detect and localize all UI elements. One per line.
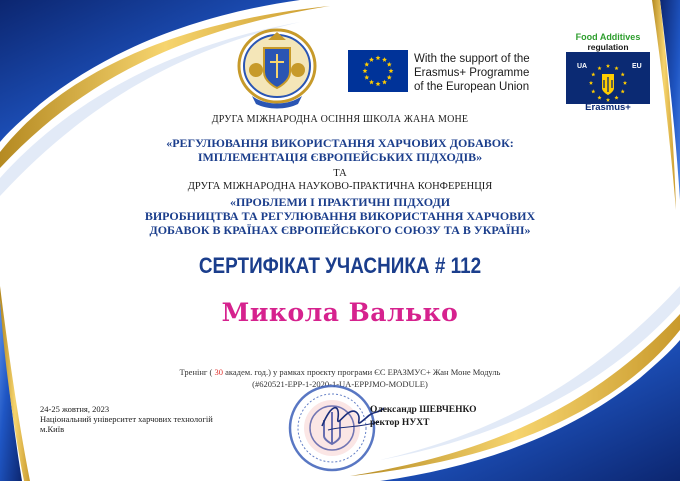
- conference-topic-line: ВИРОБНИЦТВА ТА РЕГУЛЮВАННЯ ВИКОРИСТАННЯ ХАРЧОВИХ: [144, 209, 536, 223]
- signer-block: [370, 404, 477, 430]
- eu-support-line: of the European Union: [414, 81, 530, 93]
- food-additives-title: [566, 32, 650, 52]
- school-title: ДРУГА МІЖНАРОДНА ОСІННЯ ШКОЛА ЖАНА МОНЕ: [211, 114, 469, 125]
- eu-support-line: With the support of the: [414, 53, 530, 65]
- conjunction-text: ТА: [333, 168, 347, 179]
- eu-support-line: Erasmus+ Programme: [414, 67, 530, 79]
- eu-support-text: [414, 52, 530, 94]
- project-code: (#620521-EPP-1-2020-1-UA-EPPJMO-MODULE): [252, 379, 428, 389]
- flag-label-right: EU: [632, 63, 642, 70]
- recipient-name: Микола Валько: [221, 298, 459, 327]
- eu-flag-logo: [348, 50, 408, 92]
- training-line: [0, 366, 680, 378]
- signer-name: Олександр ШЕВЧЕНКО: [370, 405, 477, 415]
- university-crest-logo: [232, 26, 322, 112]
- issue-date: 24-25 жовтня, 2023: [40, 404, 110, 414]
- school-topic-line: ІМПЛЕМЕНТАЦІЯ ЄВРОПЕЙСЬКИХ ПІДХОДІВ»: [197, 150, 483, 164]
- school-topic: [0, 136, 680, 164]
- food-additives-footer: Erasmus+: [585, 102, 631, 113]
- food-additives-logo: [566, 52, 650, 104]
- conference-topic-line: «ПРОБЛЕМИ І ПРАКТИЧНІ ПІДХОДИ: [229, 195, 451, 209]
- food-additives-title-line: regulation: [587, 42, 629, 52]
- issue-info: [40, 404, 213, 434]
- issue-institution: Національний університет харчових технологій: [40, 414, 213, 424]
- certificate-number-prefix: #: [434, 253, 446, 278]
- school-topic-line: «РЕГУЛЮВАННЯ ВИКОРИСТАННЯ ХАРЧОВИХ ДОБАВОК:: [166, 136, 514, 150]
- conference-topic-line: ДОБАВОК В КРАЇНАХ ЄВРОПЕЙСЬКОГО СОЮЗУ ТА В УКРАЇНІ»: [149, 223, 531, 237]
- training-hours: 30: [214, 367, 223, 377]
- conference-title: ДРУГА МІЖНАРОДНА НАУКОВО-ПРАКТИЧНА КОНФЕРЕНЦІЯ: [187, 181, 493, 192]
- certificate-heading-text: СЕРТИФІКАТ УЧАСНИКА: [198, 253, 430, 278]
- training-text-after: академ. год.) у рамках проєкту програми ЄС ЕРАЗМУС+ Жан Моне Модуль: [225, 367, 501, 377]
- training-text-before: Тренінг (: [179, 367, 213, 377]
- food-additives-title-line: Food Additives: [575, 32, 641, 42]
- signer-position: ректор НУХТ: [370, 418, 430, 428]
- issue-city: м.Київ: [40, 424, 65, 434]
- conference-topic: [0, 195, 680, 237]
- certificate-heading: [48, 253, 633, 279]
- certificate-number: 112: [450, 253, 482, 278]
- flag-label-left: UA: [577, 63, 588, 70]
